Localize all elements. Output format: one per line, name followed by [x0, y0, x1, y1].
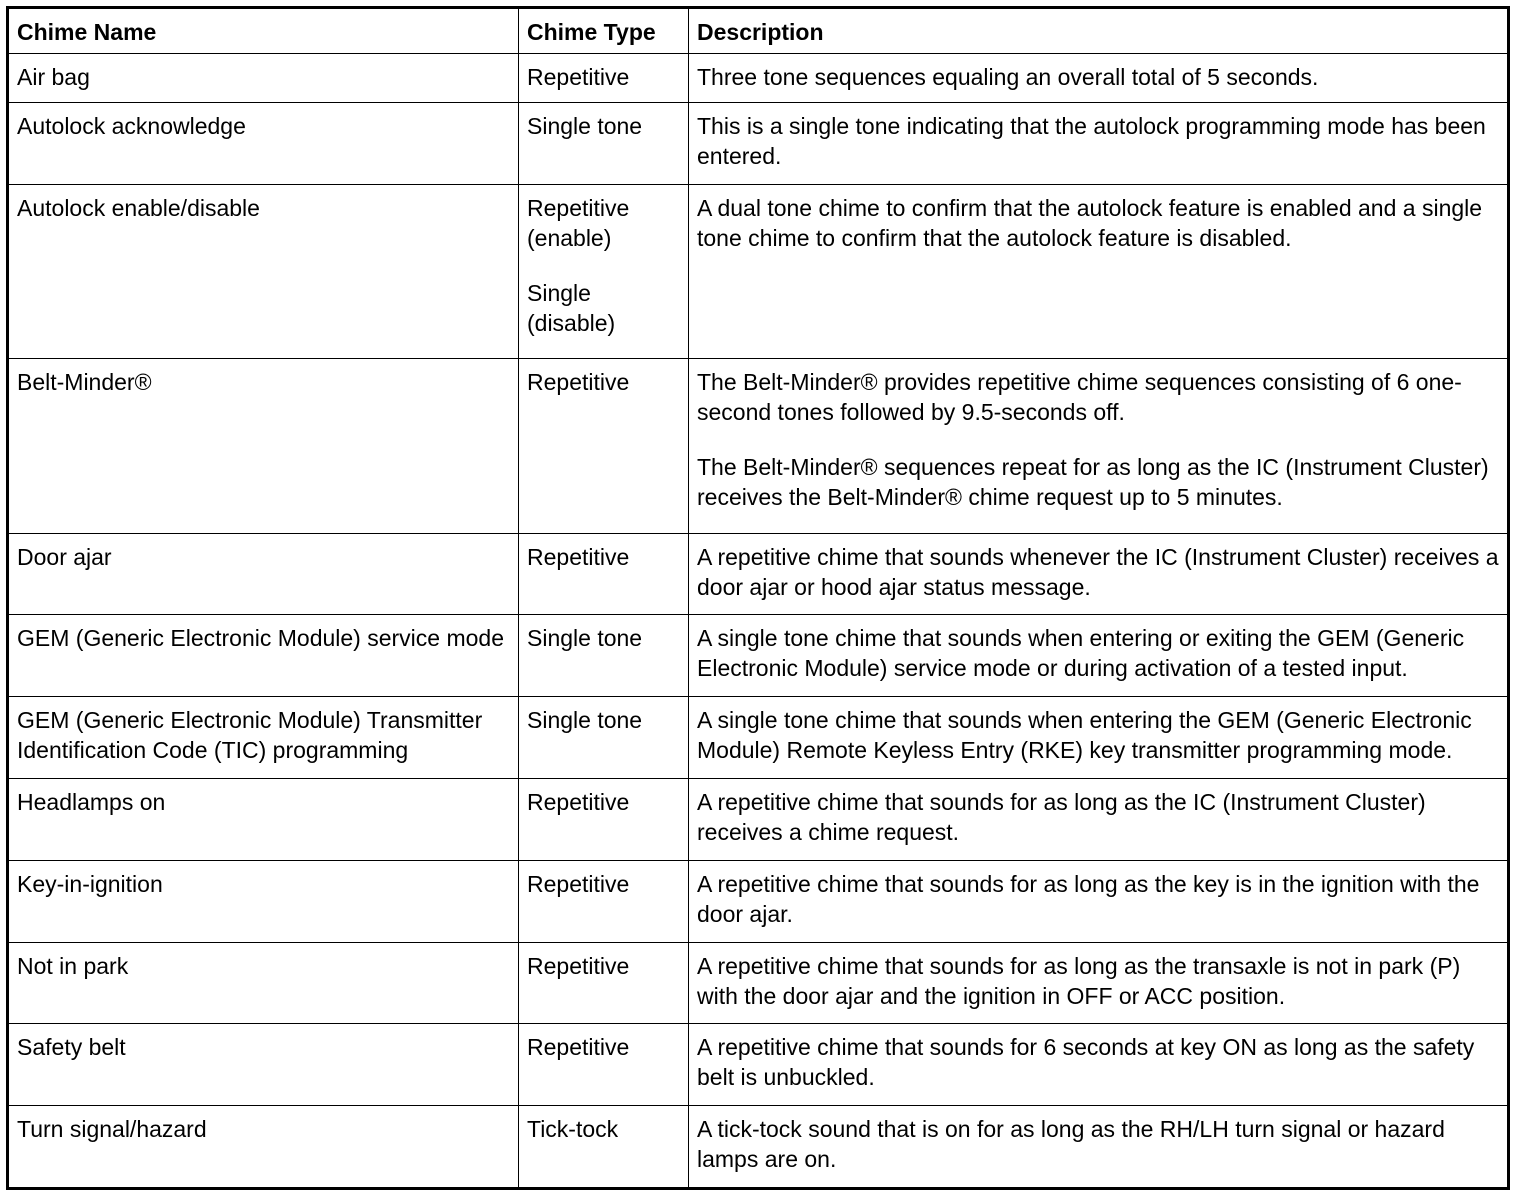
chime-name-cell: Turn signal/hazard [8, 1106, 519, 1189]
description-text: A repetitive chime that sounds for 6 seconds at key ON as long as the safety belt is unbuckled. [697, 1034, 1475, 1091]
chime-type-text: Repetitive [527, 64, 630, 90]
description-cell [689, 615, 1509, 697]
header-description: Description [689, 8, 1509, 54]
chime-type-cell [519, 1106, 689, 1189]
description-cell [689, 860, 1509, 942]
chime-name-cell: Door ajar [8, 533, 519, 615]
table-row [8, 615, 1509, 697]
description-text: Three tone sequences equaling an overall total of 5 seconds. [697, 64, 1319, 90]
table-row [8, 1024, 1509, 1106]
table-row [8, 184, 1509, 358]
header-chime-type: Chime Type [519, 8, 689, 54]
chime-name-cell: Not in park [8, 942, 519, 1024]
description-cell [689, 359, 1509, 533]
table-body [8, 54, 1509, 1189]
description-text: A tick-tock sound that is on for as long as the RH/LH turn signal or hazard lamps are on. [697, 1116, 1445, 1173]
chime-name-cell: Key-in-ignition [8, 860, 519, 942]
chime-name-cell: GEM (Generic Electronic Module) service mode [8, 615, 519, 697]
description-cell [689, 54, 1509, 103]
chime-type-text: Repetitive [527, 789, 630, 815]
description-text: A single tone chime that sounds when entering the GEM (Generic Electronic Module) Remote Keyless Entry (RKE) key transmitter programming mode. [697, 707, 1472, 764]
description-cell [689, 942, 1509, 1024]
chime-name-cell: GEM (Generic Electronic Module) Transmitter Identification Code (TIC) programming [8, 697, 519, 779]
chime-type-cell [519, 533, 689, 615]
chime-type-cell [519, 697, 689, 779]
chime-type-cell [519, 615, 689, 697]
table-row [8, 697, 1509, 779]
chime-type-cell [519, 103, 689, 185]
table-row [8, 860, 1509, 942]
description-text: The Belt-Minder® sequences repeat for as long as the IC (Instrument Cluster) receives the Belt-Minder® chime request up to 5 minutes. [697, 454, 1489, 511]
description-text: The Belt-Minder® provides repetitive chime sequences consisting of 6 one-second tones followed by 9.5-seconds off. [697, 369, 1462, 426]
description-text: A repetitive chime that sounds for as long as the key is in the ignition with the door ajar. [697, 870, 1480, 927]
description-cell [689, 1106, 1509, 1189]
table-row [8, 779, 1509, 861]
chime-type-text: Single (disable) [527, 279, 616, 336]
chime-type-text: Single tone [527, 113, 643, 140]
chime-type-text: Single tone [527, 625, 643, 652]
table-row [8, 359, 1509, 533]
chime-type-text: Repetitive [527, 543, 630, 570]
table-row [8, 1106, 1509, 1189]
chime-type-cell [519, 359, 689, 533]
chime-name-cell: Air bag [8, 54, 519, 103]
chime-name-cell: Safety belt [8, 1024, 519, 1106]
chime-type-cell [519, 779, 689, 861]
description-text: A repetitive chime that sounds for as long as the IC (Instrument Cluster) receives a chime request. [697, 789, 1426, 845]
chime-name-cell: Headlamps on [8, 779, 519, 861]
chime-name-cell: Belt-Minder® [8, 359, 519, 533]
table-row [8, 533, 1509, 615]
description-cell [689, 779, 1509, 861]
description-cell [689, 1024, 1509, 1106]
chime-type-text: Repetitive (enable) [527, 194, 630, 251]
chime-name-cell: Autolock acknowledge [8, 103, 519, 185]
description-text: A repetitive chime that sounds for as long as the transaxle is not in park (P) with the door ajar and the ignition in OFF or ACC position. [697, 952, 1461, 1009]
description-text: This is a single tone indicating that the autolock programming mode has been entered. [697, 113, 1486, 170]
chime-type-cell [519, 54, 689, 103]
description-cell [689, 103, 1509, 185]
chime-type-text: Repetitive [527, 952, 630, 979]
chime-type-text: Repetitive [527, 1034, 630, 1061]
header-chime-name: Chime Name [8, 8, 519, 54]
table-row [8, 942, 1509, 1024]
description-cell [689, 697, 1509, 779]
description-cell [689, 184, 1509, 358]
chime-table [6, 6, 1510, 1190]
chime-type-cell [519, 184, 689, 358]
chime-type-text: Repetitive [527, 870, 630, 897]
description-text: A single tone chime that sounds when entering or exiting the GEM (Generic Electronic Module) service mode or during activation of a tested input. [697, 625, 1465, 682]
chime-type-text: Repetitive [527, 369, 630, 396]
description-text: A repetitive chime that sounds whenever the IC (Instrument Cluster) receives a door ajar or hood ajar status message. [697, 543, 1499, 600]
chime-type-cell [519, 1024, 689, 1106]
chime-type-cell [519, 860, 689, 942]
chime-type-text: Tick-tock [527, 1116, 619, 1143]
chime-type-cell [519, 942, 689, 1024]
description-text: A dual tone chime to confirm that the autolock feature is enabled and a single tone chime to confirm that the autolock feature is disabled. [697, 194, 1483, 251]
table-row [8, 103, 1509, 185]
chime-name-cell: Autolock enable/disable [8, 184, 519, 358]
description-cell [689, 533, 1509, 615]
header-row [8, 8, 1509, 54]
table-row [8, 54, 1509, 103]
chime-type-text: Single tone [527, 707, 643, 734]
